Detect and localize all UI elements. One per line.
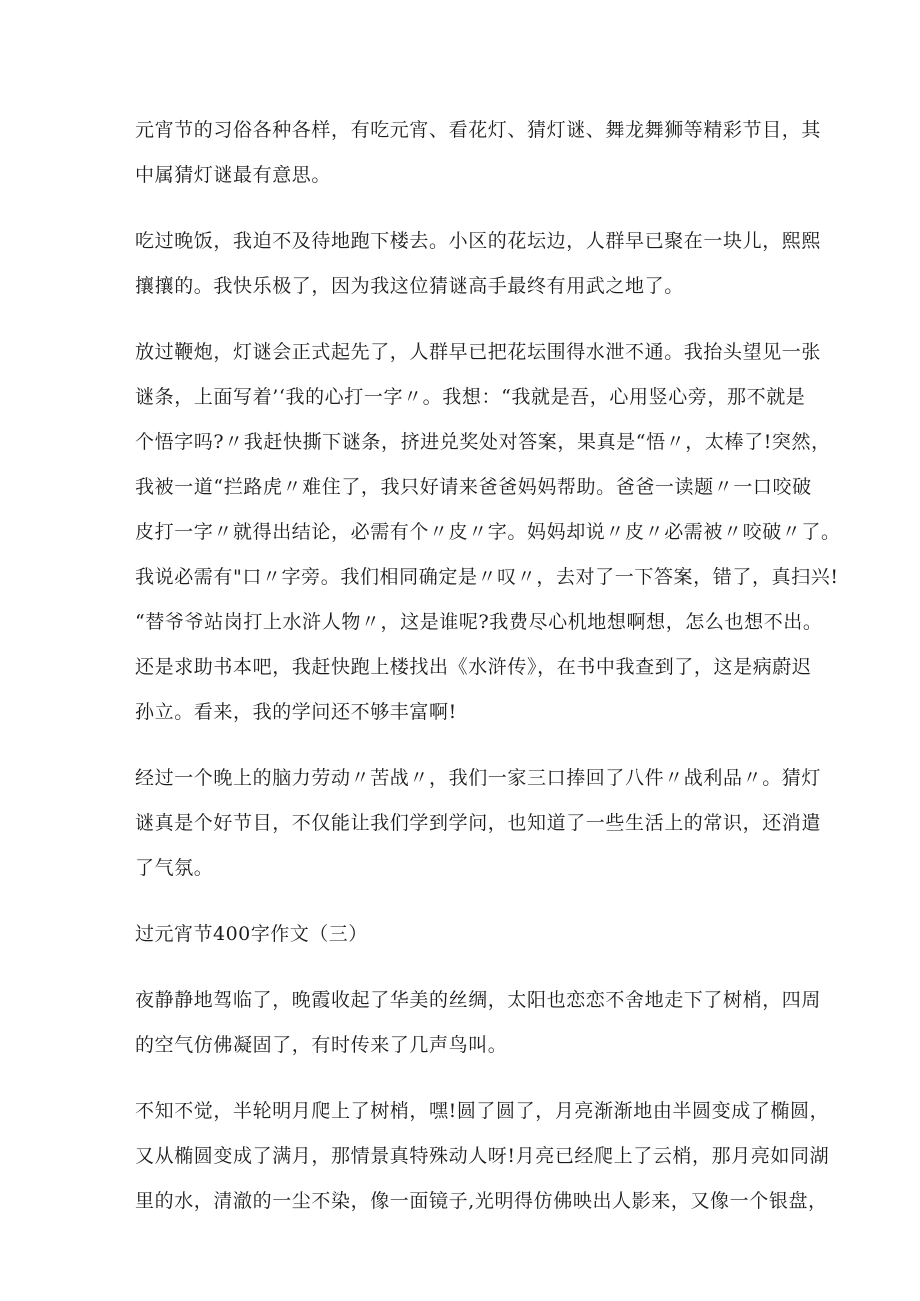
text-line: 放过鞭炮，灯谜会正式起先了，人群早已把花坛围得水泄不通。我抬头望见一张 (135, 341, 822, 363)
section-heading (135, 912, 807, 957)
text-line: 我说必需有"口〃字旁。我们相同确定是〃叹〃，去对了一下答案，错了，真扫兴! (135, 566, 839, 588)
text-line: 夜静静地驾临了，晚霞收起了华美的丝绸，太阳也恋恋不舍地走下了树梢，四周 (135, 989, 822, 1011)
text-line: 元宵节的习俗各种各样，有吃元宵、看花灯、猜灯谜、舞龙舞狮等精彩节目，其 (135, 119, 822, 141)
text-line: 谜条，上面写着’‘我的心打一字〃。我想：“我就是吾，心用竖心旁，那不就是 (135, 386, 806, 408)
text-line: 吃过晚饭，我迫不及待地跑下楼去。小区的花坛边，人群早已聚在一块儿，熙熙 (135, 230, 822, 252)
text-line: 不知不觉，半轮明月爬上了树梢，嘿!圆了圆了，月亮渐渐地由半圆变成了椭圆， (135, 1100, 830, 1122)
text-line: 里的水，清澈的一尘不染，像一面镜子,光明得仿佛映出人影来，又像一个银盘， (135, 1190, 828, 1212)
text-line: 谜真是个好节目，不仅能让我们学到学问，也知道了一些生活上的常识，还消遣 (135, 812, 822, 834)
paragraph-moon (135, 1089, 830, 1224)
text-line: 中属猜灯谜最有意思。 (135, 164, 332, 186)
paragraph-night (135, 978, 822, 1068)
paragraph-riddles (135, 330, 841, 735)
text-line: 皮打一字〃就得出结论，必需有个〃皮〃字。妈妈却说〃皮〃必需被〃咬破〃了。 (135, 521, 841, 543)
paragraph-after-dinner (135, 219, 822, 309)
text-line: 还是求助书本吧，我赶快跑上楼找出《水浒传》，在书中我查到了，这是病蔚迟 (135, 656, 812, 678)
text-line: 我被一道“拦路虎〃难住了，我只好请来爸爸妈妈帮助。爸爸一读题〃一口咬破 (135, 476, 812, 498)
heading-line: 过元宵节400字作文（三） (135, 923, 368, 945)
paragraph-intro (135, 108, 822, 198)
text-line: 了气氛。 (135, 857, 214, 879)
text-line: 的空气仿佛凝固了，有时传来了几声鸟叫。 (135, 1034, 508, 1056)
text-line: 个悟字吗?〃我赶快撕下谜条，挤进兑奖处对答案，果真是“悟〃，太棒了!突然， (135, 431, 831, 453)
text-line: 经过一个晚上的脑力劳动〃苦战〃，我们一家三口捧回了八件〃战利品〃。猜灯 (135, 767, 822, 789)
text-line: “替爷爷站岗打上水浒人物〃，这是谁呢?我费尽心机地想啊想，怎么也想不出。 (135, 611, 823, 633)
paragraph-conclusion (135, 756, 822, 891)
text-line: 又从椭圆变成了满月，那情景真特殊动人呀!月亮已经爬上了云梢，那月亮如同湖 (135, 1145, 830, 1167)
text-line: 孙立。看来，我的学问还不够丰富啊! (135, 701, 457, 723)
text-line: 攘攘的。我快乐极了，因为我这位猜谜高手最终有用武之地了。 (135, 275, 684, 297)
document-body (135, 108, 841, 1245)
